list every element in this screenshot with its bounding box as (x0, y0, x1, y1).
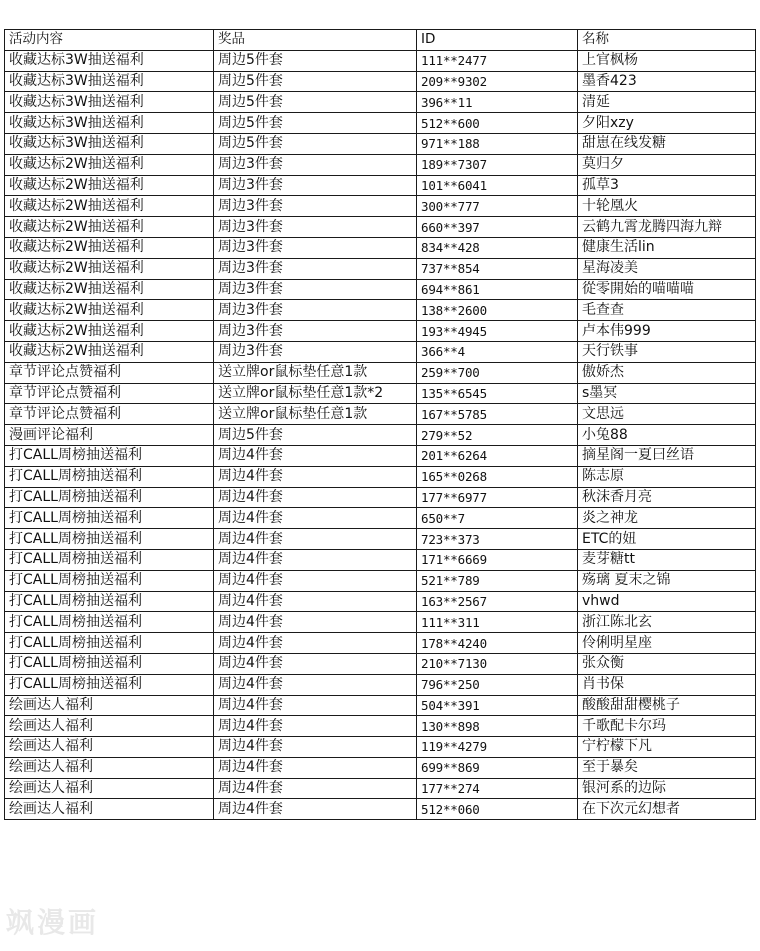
cell-id: 111**2477 (417, 50, 578, 71)
cell-prize: 周边5件套 (214, 92, 417, 113)
cell-id: 101**6041 (417, 175, 578, 196)
watermark-logo: 飒漫画 (6, 906, 100, 939)
table-row (5, 508, 756, 529)
cell-name: 殇璃 夏末之锦 (578, 570, 756, 591)
table-row (5, 237, 756, 258)
cell-activity: 收藏达标2W抽送福利 (5, 341, 214, 362)
cell-prize: 周边4件套 (214, 674, 417, 695)
cell-prize: 周边3件套 (214, 196, 417, 217)
cell-activity: 收藏达标2W抽送福利 (5, 258, 214, 279)
cell-activity: 收藏达标2W抽送福利 (5, 237, 214, 258)
table-row (5, 757, 756, 778)
cell-id: 512**600 (417, 113, 578, 134)
cell-name: 小兔88 (578, 425, 756, 446)
cell-id: 119**4279 (417, 737, 578, 758)
cell-activity: 打CALL周榜抽送福利 (5, 445, 214, 466)
cell-activity: 绘画达人福利 (5, 778, 214, 799)
cell-id: 189**7307 (417, 154, 578, 175)
cell-prize: 周边4件套 (214, 695, 417, 716)
cell-prize: 周边3件套 (214, 258, 417, 279)
cell-activity: 绘画达人福利 (5, 757, 214, 778)
header-prize: 奖品 (214, 30, 417, 51)
table-row (5, 695, 756, 716)
cell-activity: 漫画评论福利 (5, 425, 214, 446)
cell-id: 209**9302 (417, 71, 578, 92)
cell-activity: 收藏达标2W抽送福利 (5, 196, 214, 217)
cell-prize: 周边3件套 (214, 321, 417, 342)
table-row (5, 404, 756, 425)
cell-prize: 送立牌or鼠标垫任意1款 (214, 362, 417, 383)
cell-id: 177**6977 (417, 487, 578, 508)
table-row (5, 529, 756, 550)
table-row (5, 570, 756, 591)
cell-id: 193**4945 (417, 321, 578, 342)
cell-id: 163**2567 (417, 591, 578, 612)
header-activity: 活动内容 (5, 30, 214, 51)
cell-activity: 绘画达人福利 (5, 799, 214, 820)
cell-id: 130**898 (417, 716, 578, 737)
cell-prize: 周边4件套 (214, 549, 417, 570)
table-row (5, 487, 756, 508)
cell-name: 千歌配卡尔玛 (578, 716, 756, 737)
cell-prize: 周边5件套 (214, 50, 417, 71)
cell-prize: 周边3件套 (214, 300, 417, 321)
cell-name: 至于暴矣 (578, 757, 756, 778)
cell-prize: 送立牌or鼠标垫任意1款 (214, 404, 417, 425)
cell-id: 138**2600 (417, 300, 578, 321)
table-row (5, 279, 756, 300)
cell-activity: 收藏达标2W抽送福利 (5, 321, 214, 342)
table-row (5, 113, 756, 134)
cell-activity: 章节评论点赞福利 (5, 362, 214, 383)
cell-activity: 收藏达标2W抽送福利 (5, 300, 214, 321)
table-row (5, 737, 756, 758)
table-row (5, 362, 756, 383)
cell-activity: 收藏达标3W抽送福利 (5, 50, 214, 71)
cell-name: 肖书保 (578, 674, 756, 695)
table-row (5, 258, 756, 279)
cell-name: 健康生活lin (578, 237, 756, 258)
table-row (5, 300, 756, 321)
table-header-row (5, 30, 756, 51)
table-row (5, 466, 756, 487)
cell-id: 699**869 (417, 757, 578, 778)
table-row (5, 674, 756, 695)
cell-id: 165**0268 (417, 466, 578, 487)
table-row (5, 175, 756, 196)
cell-id: 111**311 (417, 612, 578, 633)
cell-id: 201**6264 (417, 445, 578, 466)
table-row (5, 154, 756, 175)
cell-prize: 周边4件套 (214, 487, 417, 508)
cell-id: 210**7130 (417, 653, 578, 674)
table-row (5, 92, 756, 113)
cell-id: 259**700 (417, 362, 578, 383)
cell-name: 墨香423 (578, 71, 756, 92)
cell-name: 张众衡 (578, 653, 756, 674)
cell-id: 171**6669 (417, 549, 578, 570)
cell-prize: 周边4件套 (214, 778, 417, 799)
cell-activity: 章节评论点赞福利 (5, 383, 214, 404)
cell-name: 文思远 (578, 404, 756, 425)
cell-activity: 打CALL周榜抽送福利 (5, 653, 214, 674)
cell-name: 在下次元幻想者 (578, 799, 756, 820)
cell-prize: 周边4件套 (214, 799, 417, 820)
cell-id: 834**428 (417, 237, 578, 258)
cell-id: 279**52 (417, 425, 578, 446)
cell-activity: 打CALL周榜抽送福利 (5, 487, 214, 508)
cell-prize: 周边3件套 (214, 279, 417, 300)
table-row (5, 778, 756, 799)
cell-name: 卢本伟999 (578, 321, 756, 342)
cell-id: 737**854 (417, 258, 578, 279)
table-row (5, 217, 756, 238)
table-row (5, 50, 756, 71)
header-id: ID (417, 30, 578, 51)
cell-id: 504**391 (417, 695, 578, 716)
cell-id: 177**274 (417, 778, 578, 799)
winners-table-body (5, 30, 756, 820)
cell-id: 521**789 (417, 570, 578, 591)
table-row (5, 445, 756, 466)
cell-name: 天行铁事 (578, 341, 756, 362)
table-row (5, 633, 756, 654)
cell-name: 陈志原 (578, 466, 756, 487)
cell-name: 甜崽在线发糖 (578, 133, 756, 154)
cell-prize: 周边4件套 (214, 508, 417, 529)
cell-activity: 打CALL周榜抽送福利 (5, 466, 214, 487)
table-row (5, 591, 756, 612)
cell-prize: 周边4件套 (214, 466, 417, 487)
cell-activity: 收藏达标2W抽送福利 (5, 175, 214, 196)
cell-prize: 周边4件套 (214, 716, 417, 737)
cell-activity: 收藏达标2W抽送福利 (5, 217, 214, 238)
winners-table (4, 29, 756, 820)
cell-id: 135**6545 (417, 383, 578, 404)
cell-prize: 送立牌or鼠标垫任意1款*2 (214, 383, 417, 404)
cell-name: 清延 (578, 92, 756, 113)
cell-activity: 打CALL周榜抽送福利 (5, 612, 214, 633)
cell-activity: 打CALL周榜抽送福利 (5, 674, 214, 695)
cell-name: 摘星阁一夏曰丝语 (578, 445, 756, 466)
cell-id: 396**11 (417, 92, 578, 113)
cell-prize: 周边3件套 (214, 217, 417, 238)
cell-activity: 打CALL周榜抽送福利 (5, 633, 214, 654)
cell-name: 炎之神龙 (578, 508, 756, 529)
cell-name: 云鹤九霄龙腾四海九辩 (578, 217, 756, 238)
cell-name: 浙江陈北玄 (578, 612, 756, 633)
cell-prize: 周边4件套 (214, 591, 417, 612)
cell-name: 伶俐明星座 (578, 633, 756, 654)
cell-prize: 周边4件套 (214, 612, 417, 633)
cell-name: 酸酸甜甜樱桃子 (578, 695, 756, 716)
cell-prize: 周边3件套 (214, 237, 417, 258)
cell-prize: 周边4件套 (214, 445, 417, 466)
cell-id: 512**060 (417, 799, 578, 820)
cell-name: 傲娇杰 (578, 362, 756, 383)
cell-id: 971**188 (417, 133, 578, 154)
cell-name: 孤草3 (578, 175, 756, 196)
cell-id: 300**777 (417, 196, 578, 217)
cell-prize: 周边4件套 (214, 757, 417, 778)
cell-activity: 绘画达人福利 (5, 695, 214, 716)
cell-prize: 周边4件套 (214, 737, 417, 758)
table-row (5, 653, 756, 674)
cell-id: 723**373 (417, 529, 578, 550)
cell-name: 麦芽糖tt (578, 549, 756, 570)
cell-prize: 周边3件套 (214, 341, 417, 362)
cell-prize: 周边3件套 (214, 175, 417, 196)
cell-activity: 绘画达人福利 (5, 737, 214, 758)
cell-name: 上官枫杨 (578, 50, 756, 71)
cell-prize: 周边5件套 (214, 113, 417, 134)
cell-id: 660**397 (417, 217, 578, 238)
cell-name: ETC的妞 (578, 529, 756, 550)
table-row (5, 71, 756, 92)
cell-name: vhwd (578, 591, 756, 612)
cell-id: 167**5785 (417, 404, 578, 425)
cell-activity: 收藏达标2W抽送福利 (5, 154, 214, 175)
table-row (5, 612, 756, 633)
cell-name: 十轮凰火 (578, 196, 756, 217)
cell-activity: 打CALL周榜抽送福利 (5, 508, 214, 529)
cell-id: 650**7 (417, 508, 578, 529)
cell-name: s墨冥 (578, 383, 756, 404)
cell-id: 796**250 (417, 674, 578, 695)
cell-name: 银河系的边际 (578, 778, 756, 799)
table-row (5, 425, 756, 446)
table-row (5, 799, 756, 820)
cell-activity: 收藏达标3W抽送福利 (5, 71, 214, 92)
cell-activity: 打CALL周榜抽送福利 (5, 549, 214, 570)
cell-prize: 周边4件套 (214, 570, 417, 591)
table-row (5, 196, 756, 217)
cell-name: 毛查查 (578, 300, 756, 321)
table-row (5, 321, 756, 342)
cell-prize: 周边5件套 (214, 133, 417, 154)
cell-name: 秋沫香月亮 (578, 487, 756, 508)
cell-activity: 绘画达人福利 (5, 716, 214, 737)
cell-prize: 周边4件套 (214, 529, 417, 550)
cell-prize: 周边5件套 (214, 71, 417, 92)
cell-activity: 章节评论点赞福利 (5, 404, 214, 425)
cell-id: 694**861 (417, 279, 578, 300)
cell-prize: 周边4件套 (214, 633, 417, 654)
table-row (5, 716, 756, 737)
cell-prize: 周边4件套 (214, 653, 417, 674)
cell-name: 莫归夕 (578, 154, 756, 175)
header-name: 名称 (578, 30, 756, 51)
cell-activity: 收藏达标2W抽送福利 (5, 279, 214, 300)
cell-name: 宁柠檬下凡 (578, 737, 756, 758)
cell-activity: 打CALL周榜抽送福利 (5, 570, 214, 591)
cell-id: 178**4240 (417, 633, 578, 654)
table-row (5, 549, 756, 570)
cell-activity: 收藏达标3W抽送福利 (5, 133, 214, 154)
table-row (5, 133, 756, 154)
cell-activity: 收藏达标3W抽送福利 (5, 113, 214, 134)
cell-name: 夕阳xzy (578, 113, 756, 134)
cell-activity: 打CALL周榜抽送福利 (5, 529, 214, 550)
cell-activity: 打CALL周榜抽送福利 (5, 591, 214, 612)
cell-activity: 收藏达标3W抽送福利 (5, 92, 214, 113)
cell-id: 366**4 (417, 341, 578, 362)
table-row (5, 383, 756, 404)
cell-name: 星海凌美 (578, 258, 756, 279)
table-row (5, 341, 756, 362)
cell-name: 從零開始的喵喵喵 (578, 279, 756, 300)
cell-prize: 周边5件套 (214, 425, 417, 446)
cell-prize: 周边3件套 (214, 154, 417, 175)
